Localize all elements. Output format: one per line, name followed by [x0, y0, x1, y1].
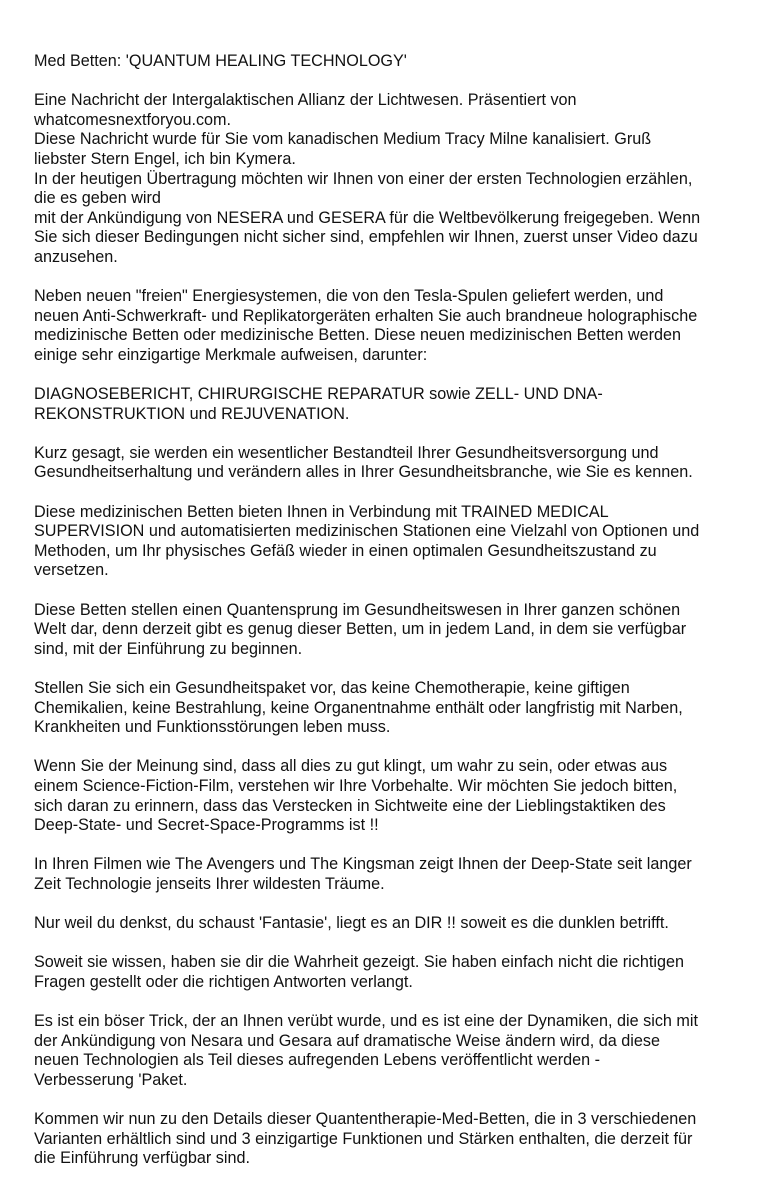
paragraph-line: der Ankündigung von Nesara und Gesara auf dramatische Weise ändern wird, da diese — [34, 1031, 660, 1050]
paragraph-line: Varianten erhältlich sind und 3 einzigartige Funktionen und Stärken enthalten, die derzeit für — [34, 1129, 693, 1148]
paragraph-line: Kommen wir nun zu den Details dieser Quantentherapie-Med-Betten, die in 3 verschiedenen — [34, 1110, 697, 1129]
paragraph — [34, 679, 743, 738]
paragraph-line: whatcomesnextforyou.com. — [34, 110, 232, 129]
paragraph-line: Soweit sie wissen, haben sie dir die Wahrheit gezeigt. Sie haben einfach nicht die richtigen — [34, 953, 684, 972]
paragraph-line: Sie sich dieser Bedingungen nicht sicher sind, empfehlen wir Ihnen, zuerst unser Video dazu — [34, 228, 698, 247]
paragraph-line: Wenn Sie der Meinung sind, dass all dies zu gut klingt, um wahr zu sein, oder etwas aus — [34, 757, 668, 776]
paragraph — [34, 1012, 743, 1090]
paragraph-line: In der heutigen Übertragung möchten wir Ihnen von einer der ersten Technologien erzählen, — [34, 169, 693, 188]
paragraph-line: Kurz gesagt, sie werden ein wesentlicher Bestandteil Ihrer Gesundheitsversorgung und — [34, 443, 659, 462]
paragraph — [34, 503, 743, 581]
paragraph-line: Fragen gestellt oder die richtigen Antworten verlangt. — [34, 972, 413, 991]
document-title-block — [34, 52, 743, 72]
document-body — [34, 52, 743, 1169]
paragraph-line: anzusehen. — [34, 247, 118, 266]
paragraph-line: Stellen Sie sich ein Gesundheitspaket vor, das keine Chemotherapie, keine giftigen — [34, 679, 630, 697]
paragraph-line: REKONSTRUKTION und REJUVENATION. — [34, 404, 350, 423]
paragraph-line: die Einführung verfügbar sind. — [34, 1149, 250, 1168]
paragraph-line: Deep-State- und Secret-Space-Programms ist !! — [34, 816, 379, 835]
paragraph — [34, 601, 743, 660]
paragraph-line: einem Science-Fiction-Film, verstehen wir Ihre Vorbehalte. Wir möchten Sie jedoch bitten, — [34, 776, 678, 795]
paragraph-line: Eine Nachricht der Intergalaktischen Allianz der Lichtwesen. Präsentiert von — [34, 91, 577, 110]
paragraph-line: Diese Nachricht wurde für Sie vom kanadischen Medium Tracy Milne kanalisiert. Gruß — [34, 130, 652, 149]
paragraph-line: einige sehr einzigartige Merkmale aufweisen, darunter: — [34, 345, 428, 364]
paragraph-line: medizinische Betten oder medizinische Betten. Diese neuen medizinischen Betten werden — [34, 326, 681, 345]
paragraph — [34, 914, 743, 934]
paragraph — [34, 444, 743, 483]
paragraph — [34, 953, 743, 992]
paragraph-line: In Ihren Filmen wie The Avengers und The Kingsman zeigt Ihnen der Deep-State seit langer — [34, 855, 692, 874]
paragraph — [34, 385, 743, 424]
paragraph — [34, 287, 743, 365]
paragraph-line: Welt dar, denn derzeit gibt es genug dieser Betten, um in jedem Land, in dem sie verfügbar — [34, 620, 687, 639]
paragraph-line: Verbesserung 'Paket. — [34, 1070, 188, 1089]
paragraph-line: Diese medizinischen Betten bieten Ihnen in Verbindung mit TRAINED MEDICAL — [34, 502, 609, 521]
paragraph — [34, 757, 743, 835]
paragraph-line: neuen Technologien als Teil dieses aufregenden Lebens veröffentlicht werden - — [34, 1051, 601, 1070]
paragraph — [34, 855, 743, 894]
paragraph-line: Gesundheitserhaltung und verändern alles in Ihrer Gesundheitsbranche, wie Sie es kennen. — [34, 463, 693, 482]
paragraph-line: die es geben wird — [34, 189, 161, 208]
paragraph-line: Neben neuen "freien" Energiesystemen, die von den Tesla-Spulen geliefert werden, und — [34, 287, 664, 306]
paragraph-line: sich daran zu erinnern, dass das Verstecken in Sichtweite eine der Lieblingstaktiken des — [34, 796, 666, 815]
paragraph-line: Krankheiten und Funktionsstörungen leben muss. — [34, 718, 391, 737]
paragraph-line: versetzen. — [34, 561, 109, 580]
paragraph-line: Methoden, um Ihr physisches Gefäß wieder in einen optimalen Gesundheitszustand zu — [34, 541, 657, 560]
paragraph — [34, 91, 743, 267]
paragraph-line: liebster Stern Engel, ich bin Kymera. — [34, 149, 296, 168]
paragraph-line: Es ist ein böser Trick, der an Ihnen verübt wurde, und es ist eine der Dynamiken, die sich mit — [34, 1012, 699, 1031]
paragraph-line: Zeit Technologie jenseits Ihrer wildesten Träume. — [34, 874, 385, 893]
paragraph-line: Chemikalien, keine Bestrahlung, keine Organentnahme enthält oder langfristig mit Narben, — [34, 698, 683, 717]
paragraph-line: Diese Betten stellen einen Quantensprung im Gesundheitswesen in Ihrer ganzen schönen — [34, 600, 681, 619]
paragraph-line: DIAGNOSEBERICHT, CHIRURGISCHE REPARATUR sowie ZELL- UND DNA- — [34, 385, 603, 404]
paragraph-line: SUPERVISION und automatisierten medizinischen Stationen eine Vielzahl von Optionen und — [34, 522, 700, 541]
paragraph-line: mit der Ankündigung von NESERA und GESERA für die Weltbevölkerung freigegeben. Wenn — [34, 208, 701, 227]
paragraph — [34, 1110, 743, 1169]
document-title: Med Betten: 'QUANTUM HEALING TECHNOLOGY' — [34, 52, 407, 70]
paragraph-line: Nur weil du denkst, du schaust 'Fantasie', liegt es an DIR !! soweit es die dunklen betrifft. — [34, 914, 669, 933]
paragraph-line: neuen Anti-Schwerkraft- und Replikatorgeräten erhalten Sie auch brandneue holographische — [34, 306, 698, 325]
paragraph-line: sind, mit der Einführung zu beginnen. — [34, 639, 303, 658]
